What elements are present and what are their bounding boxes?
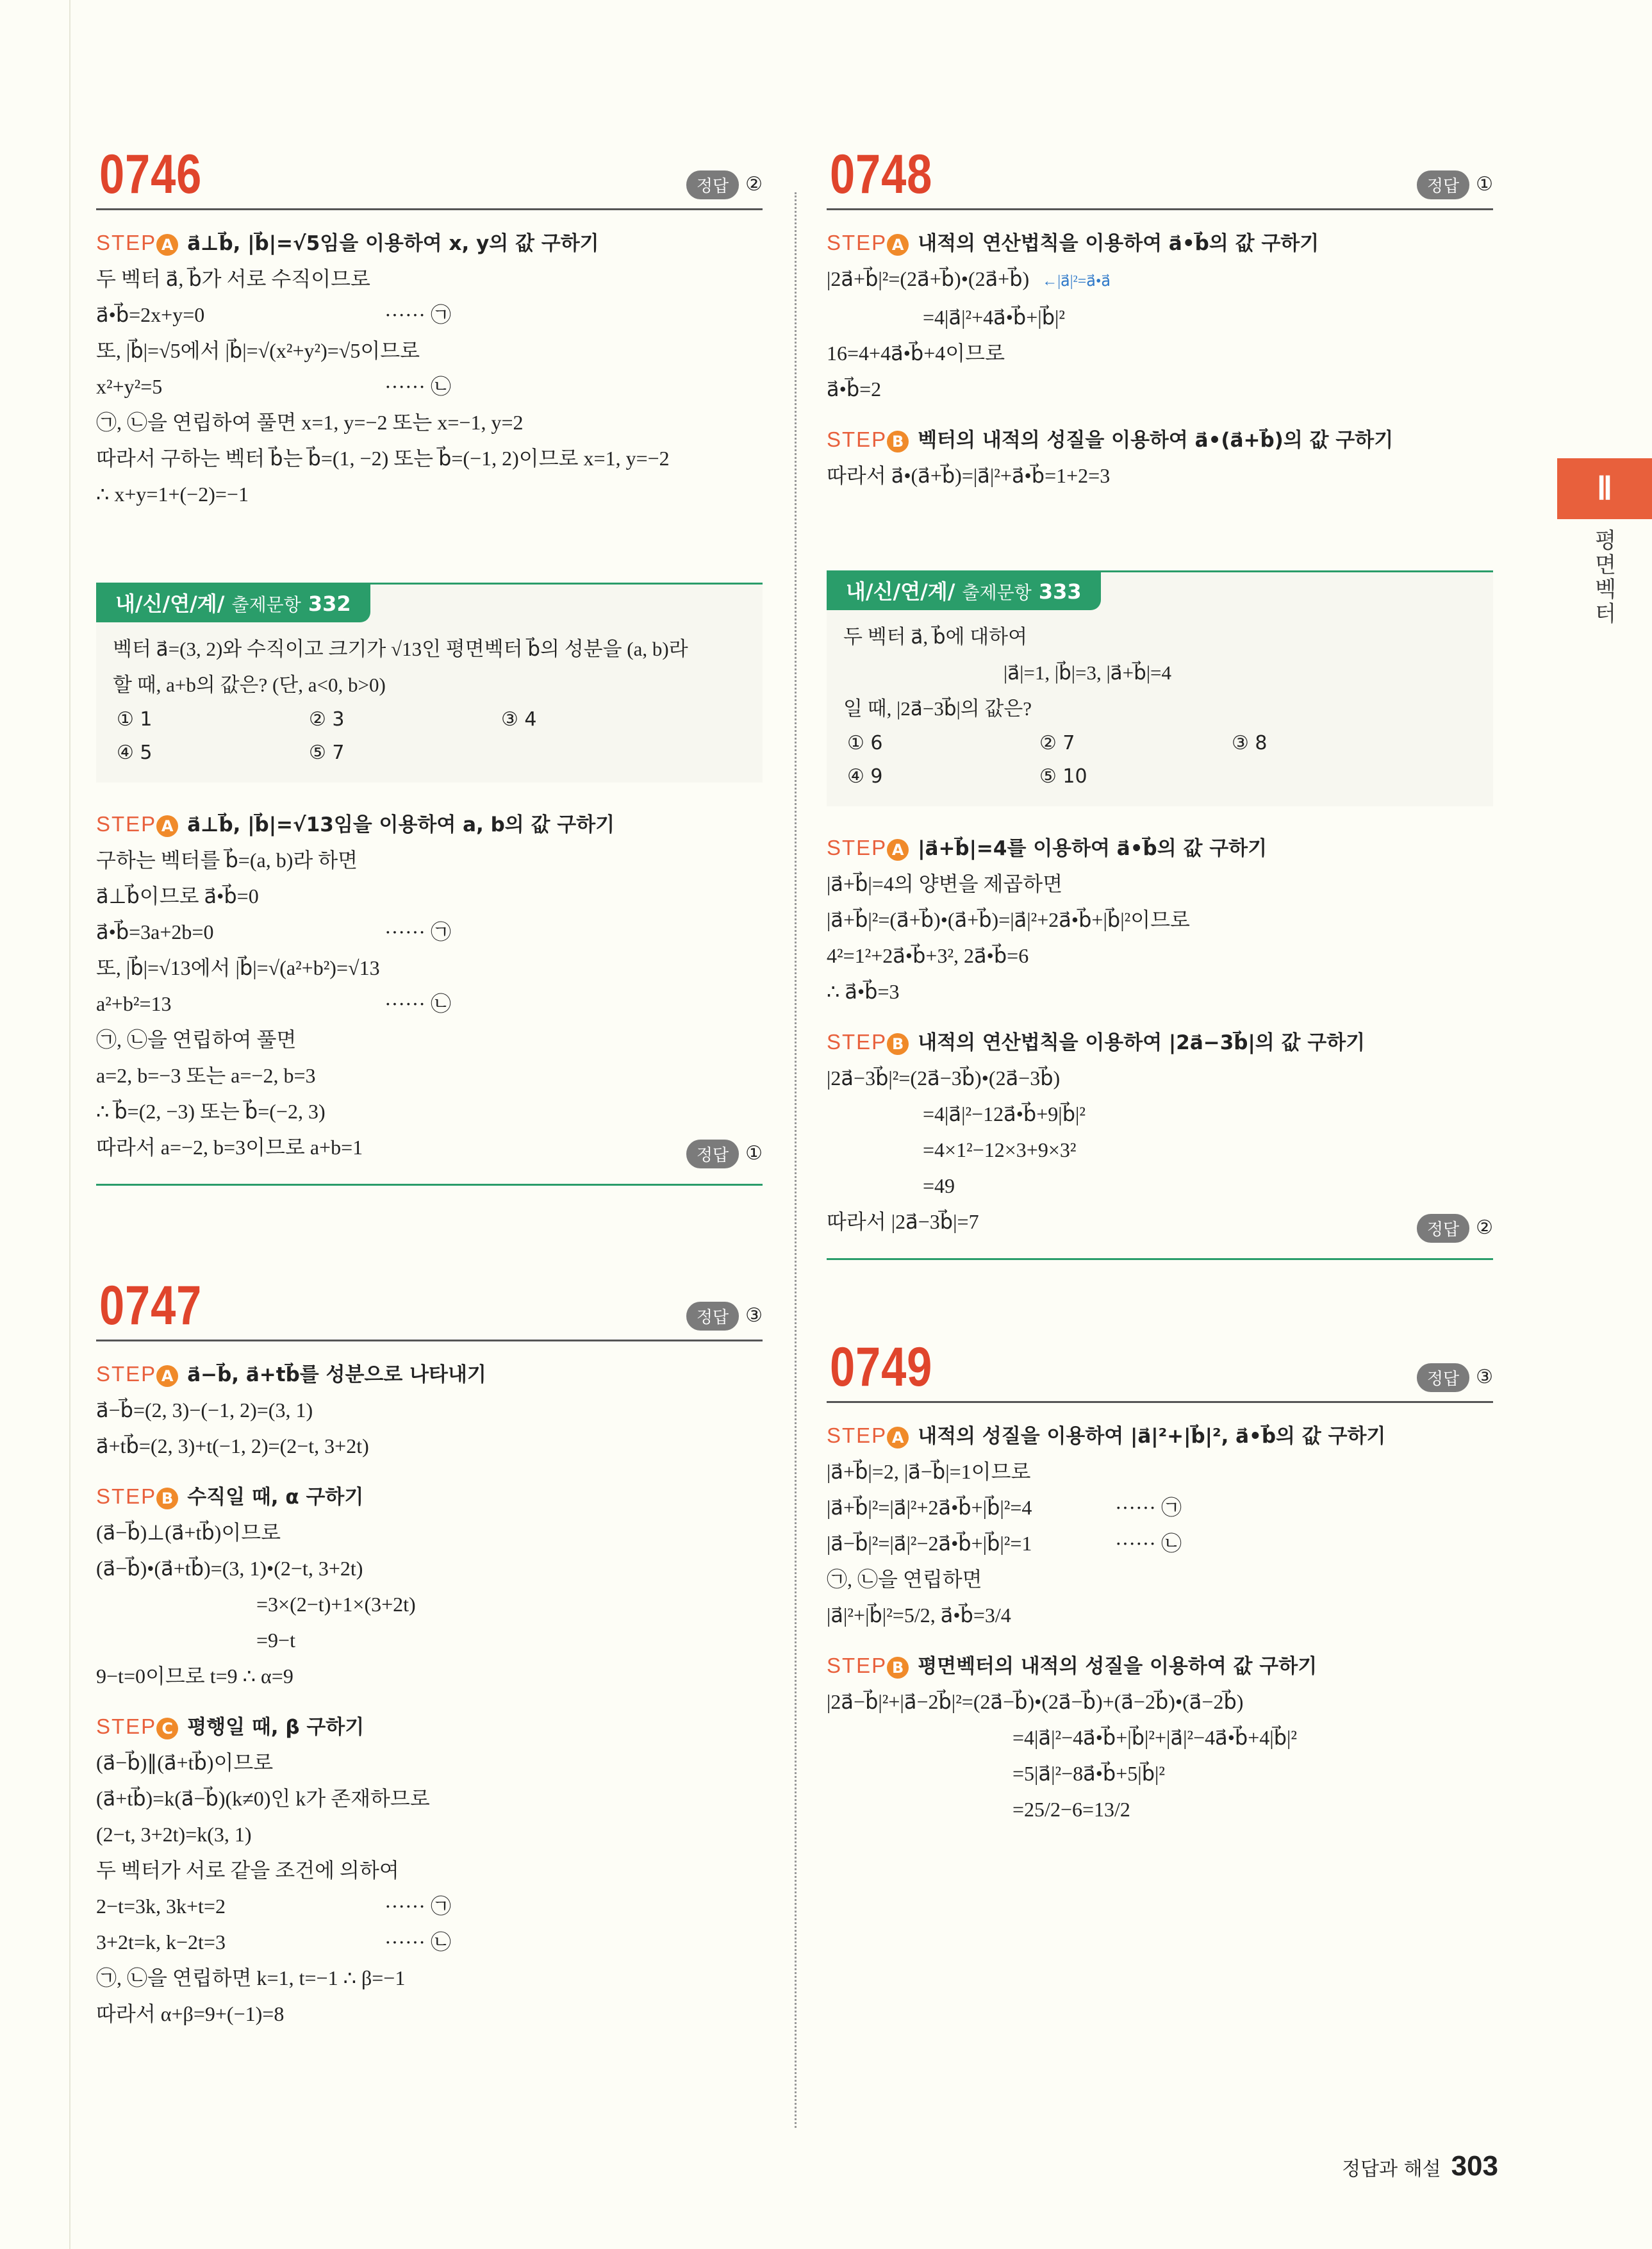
equation-marker: ······ ㉡ [384, 1930, 451, 1954]
step-title: |a⃗+b⃗|=4를 이용하여 a⃗•b⃗의 값 구하기 [918, 837, 1268, 860]
solution-line [827, 902, 1493, 938]
solution-line [96, 1852, 763, 1888]
solution-text: ∴ x+y=1+(−2)=−1 [96, 483, 249, 506]
solution-line [96, 1550, 763, 1586]
solution-text: a⃗•b⃗=2x+y=0 [96, 303, 205, 326]
step-tag: STEP [827, 1654, 888, 1677]
solution-text: 구하는 벡터를 b⃗=(a, b)라 하면 [96, 849, 358, 872]
solution-text: |a⃗+b⃗|=2, |a⃗−b⃗|=1이므로 [827, 1460, 1031, 1483]
step-tag: STEP [827, 427, 888, 451]
solution-line [827, 1684, 1493, 1720]
problem-0746-header [96, 131, 763, 210]
step-letter-icon: A [156, 1365, 178, 1387]
problem-number: 0746 [99, 144, 202, 205]
solution-line [827, 299, 1493, 335]
equation-marker: ······ ㉡ [384, 375, 451, 398]
solution-line [96, 1924, 763, 1960]
step-title: 내적의 성질을 이용하여 |a⃗|²+|b⃗|², a⃗•b⃗의 값 구하기 [918, 1425, 1386, 1448]
naesin-title [827, 570, 1101, 610]
answer-badge: 정답 [1417, 1214, 1469, 1243]
solution-line [827, 335, 1493, 371]
step-title: 내적의 연산법칙을 이용하여 |2a⃗−3b⃗|의 값 구하기 [918, 1031, 1366, 1054]
solution-text: =4|a⃗|²−4a⃗•b⃗+|b⃗|²+|a⃗|²−4a⃗•b⃗+4|b⃗|² [1012, 1726, 1297, 1749]
equation-marker: ······ ㉡ [384, 992, 451, 1015]
solution-text: a⃗⊥b⃗이므로 a⃗•b⃗=0 [96, 884, 259, 908]
solution-text: =5|a⃗|²−8a⃗•b⃗+5|b⃗|² [1012, 1762, 1165, 1785]
step-title: 평행일 때, β 구하기 [187, 1716, 365, 1739]
solution-line [96, 1622, 763, 1658]
step-letter-icon: A [887, 839, 909, 861]
solution-text: =4|a⃗|²+4a⃗•b⃗+|b⃗|² [923, 306, 1065, 329]
step-title: a⃗⊥b⃗, |b⃗|=√13임을 이용하여 a, b의 값 구하기 [187, 813, 615, 836]
solution-line: 따라서 a⃗•(a⃗+b⃗)=|a⃗|²+a⃗•b⃗=1+2=3 [827, 464, 1111, 487]
solution-text: 따라서 a=−2, b=3이므로 a+b=1 [96, 1136, 363, 1159]
answer-value: ① [1476, 173, 1493, 195]
solution-text: 9−t=0이므로 t=9 ∴ α=9 [96, 1664, 293, 1688]
solution-text: |a⃗+b⃗|²=|a⃗|²+2a⃗•b⃗+|b⃗|²=4 [827, 1496, 1032, 1519]
solution-line [827, 261, 1493, 299]
problem-0747-header [96, 1263, 763, 1341]
page-footer [1342, 2150, 1498, 2182]
step-b-heading [827, 1650, 1493, 1679]
answer-label [1417, 1363, 1493, 1392]
step-title: 평면벡터의 내적의 성질을 이용하여 값 구하기 [918, 1655, 1317, 1678]
step-tag: STEP [96, 231, 157, 254]
solution-text: ㉠, ㉡을 연립하여 풀면 x=1, y=−2 또는 x=−1, y=2 [96, 411, 524, 434]
solution-line [96, 950, 763, 986]
option-item: ③ 8 [1232, 732, 1268, 754]
solution-text: 16=4+4a⃗•b⃗+4이므로 [827, 342, 1005, 365]
question-line: 일 때, |2a⃗−3b⃗|의 값은? [843, 697, 1032, 720]
equation-marker: ······ ㉠ [1115, 1496, 1182, 1519]
solution-line [96, 1780, 763, 1816]
step-b-heading [96, 1481, 763, 1509]
step-tag: STEP [827, 231, 888, 254]
page-number: 303 [1451, 2150, 1498, 2182]
solution-line [96, 914, 763, 950]
step-tag: STEP [96, 1362, 157, 1386]
solution-text: 3+2t=k, k−2t=3 [96, 1930, 226, 1954]
step-c-heading [96, 1711, 763, 1739]
annotation: ←|a⃗|²=a⃗•a⃗ [1042, 273, 1111, 290]
equation-marker: ······ ㉠ [384, 920, 451, 943]
problem-number: 0749 [830, 1336, 933, 1398]
solution-0749-a [827, 1454, 1493, 1633]
solution-0748-a [827, 261, 1493, 407]
solution-line: a⃗−b⃗=(2, 3)−(−1, 2)=(3, 1) [96, 1398, 313, 1422]
solution-line [827, 1204, 1493, 1240]
option-item: ③ 4 [501, 708, 537, 731]
solution-text: =4×1²−12×3+9×3² [923, 1138, 1077, 1161]
step-tag: STEP [827, 836, 888, 859]
naesin-sub: 출제문항 [231, 594, 301, 615]
solution-line [827, 866, 1493, 902]
answer-value: ③ [745, 1304, 763, 1327]
solution-line [96, 1996, 763, 2032]
right-column [827, 131, 1493, 1827]
answer-value: ③ [1476, 1366, 1493, 1388]
solution-text: ∴ a⃗•b⃗=3 [827, 980, 900, 1003]
step-tag: STEP [827, 1423, 888, 1447]
answer-label [686, 1302, 763, 1331]
solution-text: 또, |b⃗|=√5에서 |b⃗|=√(x²+y²)=√5이므로 [96, 339, 420, 362]
naesin-box-333 [827, 570, 1493, 806]
option-item: ⑤ 7 [309, 742, 345, 764]
question-line: 할 때, a+b의 값은? (단, a<0, b>0) [113, 674, 386, 696]
solution-line [96, 986, 763, 1022]
step-letter-icon: A [156, 815, 178, 837]
problem-number: 0748 [830, 144, 933, 205]
solution-line [827, 1791, 1493, 1827]
solution-text: |2a⃗−3b⃗|²=(2a⃗−3b⃗)•(2a⃗−3b⃗) [827, 1066, 1061, 1090]
problem-0749-header [827, 1324, 1493, 1403]
option-item: ① 1 [117, 708, 153, 731]
step-a-heading [827, 1420, 1493, 1448]
answer-value: ② [1476, 1216, 1493, 1239]
solution-0749-b [827, 1684, 1493, 1827]
answer-badge: 정답 [1417, 1363, 1469, 1392]
naesin-label: 내/신/연/계/ [846, 579, 955, 604]
solution-line [96, 261, 763, 297]
solution-text: ∴ b⃗=(2, −3) 또는 b⃗=(−2, 3) [96, 1100, 326, 1123]
column-divider [795, 192, 797, 2128]
solution-text: 또, |b⃗|=√13에서 |b⃗|=√(a²+b²)=√13 [96, 956, 380, 979]
solution-line [96, 369, 763, 404]
naesin-sub: 출제문항 [962, 582, 1032, 603]
solution-text: a=2, b=−3 또는 a=−2, b=3 [96, 1064, 316, 1087]
step-a-heading [96, 808, 763, 837]
option-item: ④ 5 [117, 742, 153, 764]
step-tag: STEP [96, 1714, 157, 1738]
solution-text: ㉠, ㉡을 연립하면 k=1, t=−1 ∴ β=−1 [96, 1966, 406, 1989]
solution-line [96, 476, 763, 512]
solution-text: 따라서 α+β=9+(−1)=8 [96, 2002, 285, 2025]
solution-text: 2−t=3k, 3k+t=2 [96, 1895, 226, 1918]
option-item: ② 3 [309, 708, 345, 731]
solution-line [96, 1515, 763, 1550]
naesin-box-332 [96, 583, 763, 783]
footer-label: 정답과 해설 [1342, 2158, 1441, 2180]
solution-line [827, 1490, 1493, 1525]
solution-0746 [96, 261, 763, 512]
solution-line [96, 842, 763, 878]
solution-line [96, 1586, 763, 1622]
solution-text: 4²=1²+2a⃗•b⃗+3², 2a⃗•b⃗=6 [827, 944, 1029, 967]
question-line: 두 벡터 a⃗, b⃗에 대하여 [843, 626, 1028, 648]
step-a-heading [96, 1358, 763, 1387]
solution-text: (a⃗−b⃗)•(a⃗+tb⃗)=(3, 1)•(2−t, 3+2t) [96, 1557, 363, 1580]
solution-text: a⃗•b⃗=2 [827, 378, 882, 401]
solution-line [827, 1525, 1493, 1561]
option-item: ① 6 [847, 732, 883, 754]
solution-line [96, 878, 763, 914]
solution-line [96, 1022, 763, 1058]
equation-marker: ······ ㉡ [1115, 1532, 1182, 1555]
solution-text: =3×(2−t)+1×(3+2t) [256, 1593, 416, 1616]
options [843, 727, 1476, 793]
step-letter-icon: C [156, 1718, 178, 1739]
solution-text: |a⃗−b⃗|²=|a⃗|²−2a⃗•b⃗+|b⃗|²=1 [827, 1532, 1032, 1555]
step-title: a⃗⊥b⃗, |b⃗|=√5임을 이용하여 x, y의 값 구하기 [187, 232, 599, 255]
solution-text: 따라서 구하는 벡터 b⃗는 b⃗=(1, −2) 또는 b⃗=(−1, 2)이므로 x=1, y=−2 [96, 447, 670, 470]
solution-text: |a⃗|²+|b⃗|²=5/2, a⃗•b⃗=3/4 [827, 1604, 1011, 1627]
solution-line [827, 1597, 1493, 1633]
page-left-edge [69, 0, 70, 2249]
naesin-label: 내/신/연/계/ [115, 592, 225, 616]
step-a-heading [827, 227, 1493, 256]
step-letter-icon: A [887, 234, 909, 256]
solution-333-b [827, 1060, 1493, 1240]
option-item: ② 7 [1039, 732, 1075, 754]
answer-badge: 정답 [686, 1140, 739, 1168]
solution-text: (a⃗+tb⃗)=k(a⃗−b⃗)(k≠0)인 k가 존재하므로 [96, 1787, 430, 1810]
step-b-heading [827, 424, 1493, 452]
step-tag: STEP [827, 1030, 888, 1054]
answer-label [686, 170, 763, 199]
solution-line [96, 1093, 763, 1129]
options [113, 703, 746, 770]
answer-badge: 정답 [1417, 170, 1469, 199]
question-line: |a⃗|=1, |b⃗|=3, |a⃗+b⃗|=4 [1004, 661, 1172, 684]
solution-text: a⃗•b⃗=3a+2b=0 [96, 920, 214, 943]
solution-text: (a⃗−b⃗)∥(a⃗+tb⃗)이므로 [96, 1751, 274, 1774]
solution-line [96, 1129, 763, 1165]
solution-text: 두 벡터 a⃗, b⃗가 서로 수직이므로 [96, 267, 370, 290]
solution-text: 따라서 |2a⃗−3b⃗|=7 [827, 1210, 979, 1233]
solution-text: =25/2−6=13/2 [1012, 1798, 1130, 1821]
solution-text: a²+b²=13 [96, 992, 172, 1015]
solution-line [827, 1132, 1493, 1168]
step-letter-icon: B [156, 1488, 178, 1509]
step-a-heading [96, 227, 763, 256]
solution-line [96, 440, 763, 476]
answer-badge: 정답 [686, 170, 739, 199]
solution-line [96, 1816, 763, 1852]
solution-line [827, 371, 1493, 407]
solution-text: (a⃗−b⃗)⊥(a⃗+tb⃗)이므로 [96, 1521, 281, 1544]
solution-text: |a⃗+b⃗|²=(a⃗+b⃗)•(a⃗+b⃗)=|a⃗|²+2a⃗•b⃗+|b⃗|²이므로 [827, 908, 1190, 931]
solution-0747-a [96, 1392, 763, 1464]
solution-text: (2−t, 3+2t)=k(3, 1) [96, 1823, 252, 1846]
solution-line [827, 1060, 1493, 1096]
answer-badge: 정답 [686, 1302, 739, 1331]
solution-text: x²+y²=5 [96, 375, 163, 398]
step-letter-icon: B [887, 431, 909, 452]
step-letter-icon: A [156, 234, 178, 256]
solution-text: |a⃗+b⃗|=4의 양변을 제곱하면 [827, 872, 1063, 895]
step-title: 벡터의 내적의 성질을 이용하여 a⃗•(a⃗+b⃗)의 값 구하기 [918, 429, 1394, 452]
step-a-heading [827, 832, 1493, 861]
option-item: ⑤ 10 [1039, 765, 1087, 788]
solution-text: |2a⃗−b⃗|²+|a⃗−2b⃗|²=(2a⃗−b⃗)•(2a⃗−b⃗)+(a⃗−2b⃗)•(a⃗−2b⃗) [827, 1690, 1244, 1713]
answer-value: ② [745, 173, 763, 195]
step-tag: STEP [96, 812, 157, 836]
solution-line [827, 1720, 1493, 1755]
equation-marker: ······ ㉠ [384, 1895, 451, 1918]
solution-text: |2a⃗+b⃗|²=(2a⃗+b⃗)•(2a⃗+b⃗) [827, 267, 1030, 290]
answer-value: ① [745, 1142, 763, 1165]
step-tag: STEP [96, 1484, 157, 1508]
solution-line [827, 1561, 1493, 1597]
solution-line [96, 297, 763, 333]
problem-number: 0747 [99, 1275, 202, 1336]
option-item: ④ 9 [847, 765, 883, 788]
solution-line [827, 1755, 1493, 1791]
solution-333-a [827, 866, 1493, 1009]
step-title: a⃗−b⃗, a⃗+tb⃗를 성분으로 나타내기 [187, 1363, 486, 1386]
solution-line [96, 404, 763, 440]
solution-line: a⃗+tb⃗=(2, 3)+t(−1, 2)=(2−t, 3+2t) [96, 1434, 369, 1457]
problem-0748-header [827, 131, 1493, 210]
naesin-title [96, 583, 370, 622]
equation-marker: ······ ㉠ [384, 303, 451, 326]
solution-332 [96, 842, 763, 1165]
step-title: 내적의 연산법칙을 이용하여 a⃗•b⃗의 값 구하기 [918, 232, 1319, 255]
solution-0747-b [96, 1515, 763, 1694]
solution-text: ㉠, ㉡을 연립하면 [827, 1568, 982, 1591]
solution-line [96, 1888, 763, 1924]
solution-line [827, 938, 1493, 974]
solution-line [96, 333, 763, 369]
solution-text: =4|a⃗|²−12a⃗•b⃗+9|b⃗|² [923, 1102, 1086, 1125]
solution-line [827, 1454, 1493, 1490]
step-letter-icon: A [887, 1427, 909, 1448]
solution-text: 두 벡터가 서로 같을 조건에 의하여 [96, 1859, 399, 1882]
chapter-tab[interactable]: Ⅱ [1557, 458, 1652, 519]
left-column [96, 131, 763, 2032]
naesin-number: 332 [308, 592, 351, 616]
solution-line [827, 1168, 1493, 1204]
question-line: 벡터 a⃗=(3, 2)와 수직이고 크기가 √13인 평면벡터 b⃗의 성분을 (a, b)라 [113, 638, 688, 660]
solution-text: ㉠, ㉡을 연립하여 풀면 [96, 1028, 297, 1051]
solution-line [96, 1960, 763, 1996]
solution-line [827, 1096, 1493, 1132]
step-b-heading [827, 1026, 1493, 1055]
chapter-label: 평면벡터 [1590, 529, 1616, 626]
solution-line [827, 974, 1493, 1009]
solution-0747-c [96, 1745, 763, 2032]
solution-line [96, 1745, 763, 1780]
step-letter-icon: B [887, 1657, 909, 1679]
solution-text: =49 [923, 1174, 955, 1197]
solution-text: =9−t [256, 1629, 295, 1652]
solution-line [96, 1058, 763, 1093]
step-letter-icon: B [887, 1033, 909, 1055]
solution-line [96, 1658, 763, 1694]
naesin-number: 333 [1038, 579, 1082, 604]
step-title: 수직일 때, α 구하기 [187, 1486, 364, 1509]
answer-label [1417, 170, 1493, 199]
